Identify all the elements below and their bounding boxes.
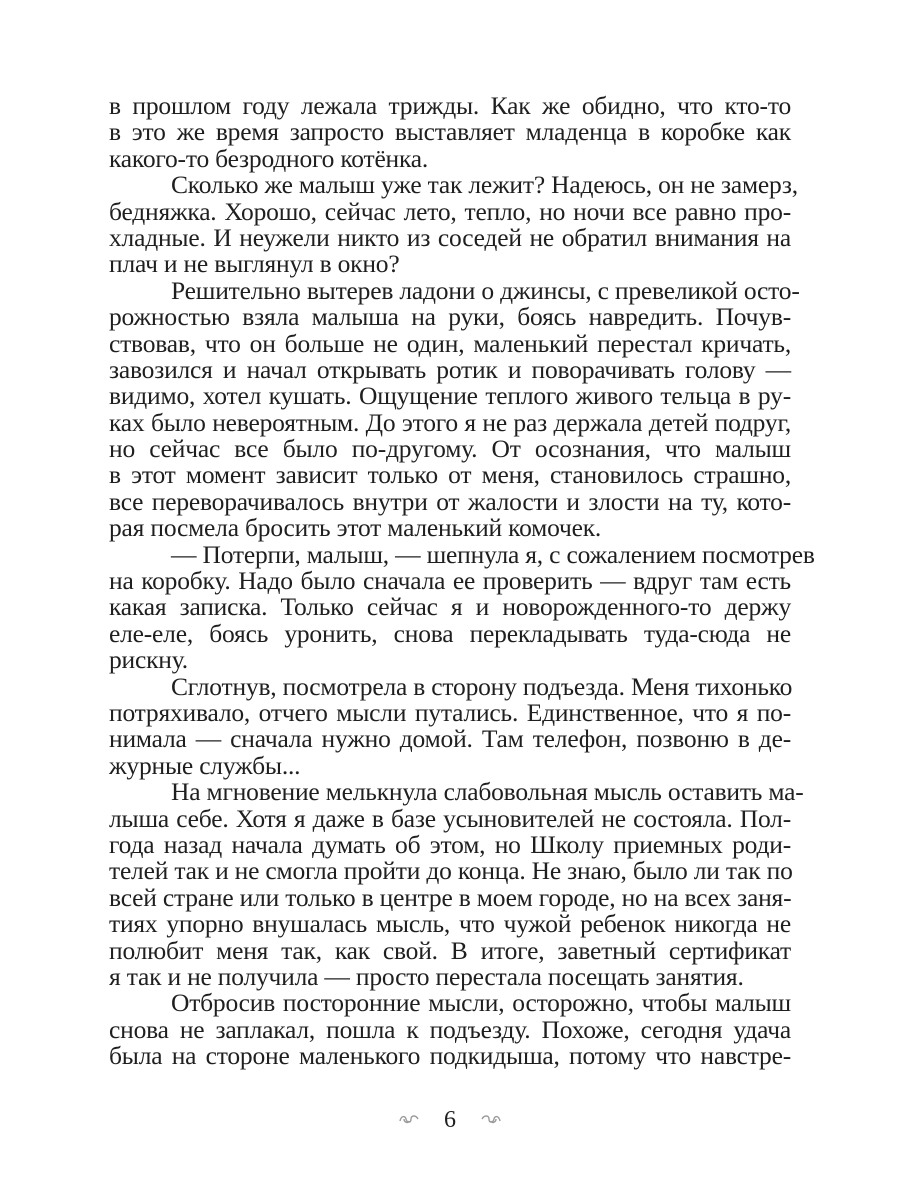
text-line: тиях упорно внушалась мысль, что чужой ребенок никогда не (109, 909, 791, 939)
text-line: журные службы... (109, 750, 301, 780)
book-page-body (109, 91, 815, 1071)
text-line: плач и не выглянул в окно? (109, 249, 400, 279)
text-line: хладные. И неужели никто из соседей не обратил внимания на (109, 222, 791, 252)
text-line: На мгновение мелькнула слабовольная мысль оставить ма- (171, 777, 804, 807)
text-line: рожностью взяла малыша на руки, боясь навредить. Почув- (109, 302, 791, 332)
text-line: рискну. (109, 645, 188, 675)
text-line: лыша себе. Хотя я даже в базе усыновителей не состояла. Пол- (109, 803, 791, 833)
text-line: снова не заплакал, пошла к подъезду. Похоже, сегодня удача (109, 1014, 791, 1044)
paragraph (109, 170, 798, 279)
text-line: Решительно вытерев ладони о джинсы, с превеликой осто- (171, 275, 800, 305)
text-line: какая записка. Только сейчас я и новорожденного-то держу (109, 592, 791, 622)
paragraph (109, 671, 793, 780)
text-line: в прошлом году лежала трижды. Как же обидно, что кто-то (109, 91, 791, 120)
flourish-left-icon (398, 1111, 420, 1129)
paragraph (109, 777, 804, 991)
text-line: еле-еле, боясь уронить, снова перекладывать туда-сюда не (109, 618, 791, 648)
text-line: телей так и не смогла пройти до конца. Не знаю, было ли так по (109, 856, 793, 886)
text-line: ствовав, что он больше не один, маленький перестал кричать, (109, 328, 791, 358)
text-line: в этот момент зависит только от меня, становилось страшно, (109, 460, 791, 490)
text-line: Отбросив посторонние мысли, осторожно, чтобы малыш (171, 988, 791, 1018)
dialogue-line: — Потерпи, малыш, — шепнула я, с сожалением посмотрев (171, 539, 815, 569)
paragraph (109, 539, 815, 675)
page-footer (0, 1108, 900, 1132)
text-line: в это же время запросто выставляет младенца в коробке как (109, 117, 791, 147)
text-line: всей стране или только в центре в моем городе, но на всех заня- (109, 882, 792, 912)
text-line: Сглотнув, посмотрела в сторону подъезда. Меня тихонько (171, 671, 793, 701)
text-line: бедняжка. Хорошо, сейчас лето, тепло, но ночи все равно про- (109, 196, 791, 226)
text-line: все переворачивалось внутри от жалости и злости на ту, кото- (109, 486, 791, 516)
text-line: была на стороне маленького подкидыша, потому что навстре- (109, 1041, 791, 1071)
page-number: 6 (444, 1107, 456, 1133)
text-line: нимала — сначала нужно домой. Там телефон, позвоню в де- (109, 724, 791, 754)
paragraph (109, 93, 791, 172)
paragraph (109, 275, 800, 543)
text-line: Сколько же малыш уже так лежит? Надеюсь, он не замерз, (171, 170, 798, 200)
text-line: ках было невероятным. До этого я не раз держала детей подруг, (109, 407, 791, 437)
text-line: я так и не получила — просто перестала посещать занятия. (109, 961, 744, 991)
text-line: видимо, хотел кушать. Ощущение теплого живого тельца в ру- (109, 381, 791, 411)
text-line: на коробку. Надо было сначала ее проверить — вдруг там есть (109, 566, 791, 596)
flourish-right-icon (480, 1111, 502, 1129)
text-line: завозился и начал открывать ротик и поворачивать голову — (109, 354, 791, 384)
text-line: потряхивало, отчего мысли путались. Единственное, что я по- (109, 697, 791, 727)
text-line: рая посмела бросить этот маленький комочек. (109, 513, 602, 543)
text-line: какого-то безродного котёнка. (109, 143, 429, 173)
text-line: года назад начала думать об этом, но Школу приемных роди- (109, 829, 791, 859)
text-line: но сейчас все было по-другому. От осознания, что малыш (109, 434, 791, 464)
text-line: полюбит меня так, как свой. В итоге, заветный сертификат (109, 935, 791, 965)
paragraph (109, 990, 791, 1069)
